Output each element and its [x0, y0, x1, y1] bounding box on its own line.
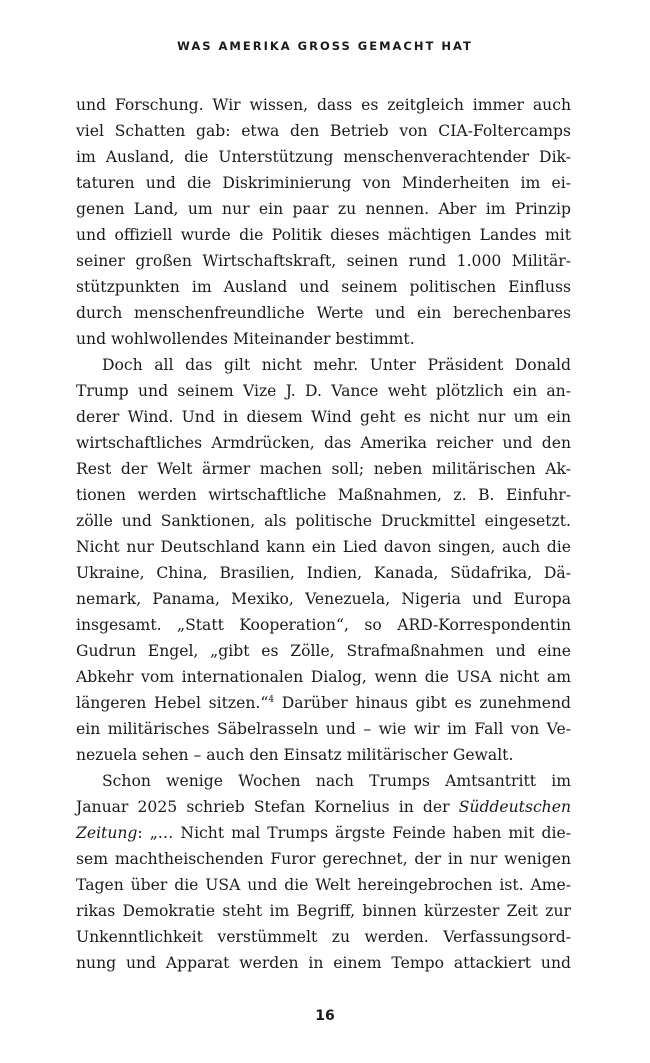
text-line: Nicht nur Deutschland kann ein Lied davon singen, auch die: [76, 538, 571, 556]
paragraph-1: [76, 92, 571, 352]
text-line: genen Land, um nur ein paar zu nennen. Aber im Prinzip: [76, 200, 571, 218]
text-line: und Forschung. Wir wissen, dass es zeitgleich immer auch: [76, 96, 571, 114]
text-fragment: Darüber hinaus gibt es zunehmend: [274, 694, 571, 712]
text-line-with-footnote: [76, 690, 571, 716]
text-line: tionen werden wirtschaftliche Maßnahmen, z. B. Einfuhr-: [76, 486, 571, 504]
newspaper-title: Zeitung: [76, 824, 138, 842]
running-head: WAS AMERIKA GROSS GEMACHT HAT: [177, 39, 473, 53]
text-line: und wohlwollendes Miteinander bestimmt.: [76, 330, 415, 348]
text-line: nemark, Panama, Mexiko, Venezuela, Nigeria und Europa: [76, 590, 571, 608]
text-line: rikas Demokratie steht im Begriff, binnen kürzester Zeit zur: [76, 902, 571, 920]
text-line: Gudrun Engel, „gibt es Zölle, Strafmaßnahmen und eine: [76, 642, 571, 660]
text-line: Tagen über die USA und die Welt hereingebrochen ist. Ame-: [76, 876, 571, 894]
text-line: Doch all das gilt nicht mehr. Unter Präsident Donald: [102, 356, 571, 374]
newspaper-title: Süddeutschen: [458, 798, 571, 816]
text-line: Rest der Welt ärmer machen soll; neben militärischen Ak-: [76, 460, 571, 478]
text-line: viel Schatten gab: etwa den Betrieb von CIA-Foltercamps: [76, 122, 571, 140]
text-line: zölle und Sanktionen, als politische Druckmittel eingesetzt.: [76, 512, 571, 530]
text-line: sem machtheischenden Furor gerechnet, der in nur wenigen: [76, 850, 571, 868]
paragraph-3: [76, 768, 571, 976]
paragraph-2: [76, 352, 571, 768]
body-text: [76, 92, 571, 976]
text-fragment: Januar 2025 schrieb Stefan Kornelius in der: [76, 798, 459, 816]
text-line: wirtschaftliches Armdrücken, das Amerika reicher und den: [76, 434, 571, 452]
text-line: Schon wenige Wochen nach Trumps Amtsantritt im: [102, 772, 571, 790]
text-line-with-italic: [76, 820, 571, 846]
text-line: stützpunkten im Ausland und seinem politischen Einfluss: [76, 278, 571, 296]
text-line: Ukraine, China, Brasilien, Indien, Kanada, Südafrika, Dä-: [76, 564, 571, 582]
text-line: Trump und seinem Vize J. D. Vance weht plötzlich ein an-: [76, 382, 571, 400]
text-line: ein militärisches Säbelrasseln und – wie wir im Fall von Ve-: [76, 720, 571, 738]
text-line: nung und Apparat werden in einem Tempo attackiert und: [76, 954, 571, 972]
text-line: im Ausland, die Unterstützung menschenverachtender Dik-: [76, 148, 571, 166]
text-line: durch menschenfreundliche Werte und ein berechenbares: [76, 304, 571, 322]
text-fragment: längeren Hebel sitzen.“: [76, 694, 269, 712]
text-line: nezuela sehen – auch den Einsatz militärischer Gewalt.: [76, 746, 514, 764]
text-line: und offiziell wurde die Politik dieses mächtigen Landes mit: [76, 226, 571, 244]
text-line-with-italic: [76, 794, 571, 820]
text-line: derer Wind. Und in diesem Wind geht es nicht nur um ein: [76, 408, 571, 426]
text-fragment: : „… Nicht mal Trumps ärgste Feinde haben mit die-: [137, 824, 571, 842]
page-number: 16: [315, 1008, 335, 1024]
text-line: Unkenntlichkeit verstümmelt zu werden. Verfassungsord-: [76, 928, 571, 946]
footnote-mark[interactable]: 4: [268, 695, 275, 705]
text-line: taturen und die Diskriminierung von Minderheiten im ei-: [76, 174, 571, 192]
text-line: seiner großen Wirtschaftskraft, seinen rund 1.000 Militär-: [76, 252, 571, 270]
text-line: Abkehr vom internationalen Dialog, wenn die USA nicht am: [76, 668, 571, 686]
text-line: insgesamt. „Statt Kooperation“, so ARD-Korrespondentin: [76, 616, 571, 634]
